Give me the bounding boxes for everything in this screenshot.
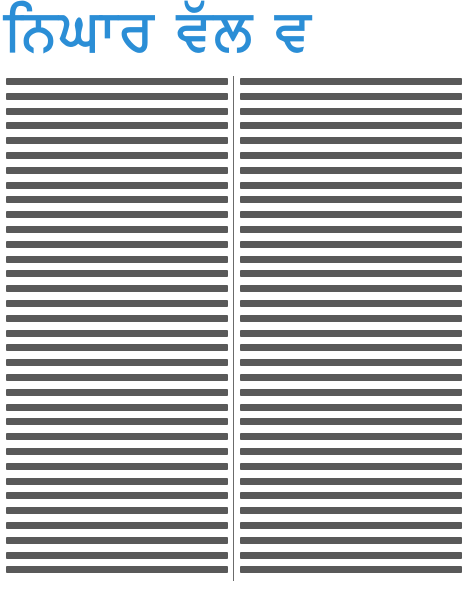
text-line bbox=[240, 359, 462, 366]
text-line bbox=[240, 552, 462, 559]
text-line bbox=[6, 315, 228, 322]
text-line bbox=[240, 152, 462, 159]
text-line bbox=[240, 211, 462, 218]
column-divider bbox=[233, 76, 234, 581]
text-line bbox=[240, 507, 462, 514]
text-line bbox=[6, 182, 228, 189]
headline: ਨਿਘਾਰ ਵੱਲ ਵ bbox=[4, 0, 313, 63]
text-line bbox=[6, 344, 228, 351]
text-line bbox=[6, 374, 228, 381]
text-line bbox=[6, 552, 228, 559]
text-line bbox=[6, 522, 228, 529]
text-line bbox=[6, 152, 228, 159]
text-line bbox=[6, 270, 228, 277]
text-line bbox=[6, 566, 228, 573]
text-line bbox=[240, 78, 462, 85]
text-line bbox=[6, 211, 228, 218]
text-line bbox=[6, 285, 228, 292]
text-line bbox=[240, 404, 462, 411]
text-line bbox=[240, 448, 462, 455]
text-line bbox=[240, 344, 462, 351]
text-line bbox=[240, 93, 462, 100]
text-line bbox=[6, 478, 228, 485]
text-line bbox=[6, 167, 228, 174]
text-line bbox=[6, 389, 228, 396]
text-line bbox=[6, 196, 228, 203]
text-line bbox=[240, 537, 462, 544]
text-line bbox=[240, 389, 462, 396]
text-line bbox=[6, 448, 228, 455]
text-line bbox=[6, 300, 228, 307]
text-line bbox=[6, 78, 228, 85]
text-line bbox=[240, 566, 462, 573]
text-line bbox=[240, 478, 462, 485]
headline-area bbox=[0, 0, 468, 68]
text-line bbox=[240, 226, 462, 233]
text-line bbox=[6, 537, 228, 544]
text-line bbox=[240, 330, 462, 337]
text-line bbox=[240, 433, 462, 440]
article-body bbox=[0, 72, 468, 589]
text-line bbox=[240, 167, 462, 174]
text-line bbox=[6, 241, 228, 248]
text-line bbox=[6, 122, 228, 129]
text-line bbox=[6, 404, 228, 411]
text-line bbox=[240, 256, 462, 263]
text-line bbox=[6, 433, 228, 440]
text-line bbox=[6, 226, 228, 233]
text-line bbox=[6, 492, 228, 499]
text-line bbox=[6, 330, 228, 337]
text-line bbox=[240, 122, 462, 129]
text-line bbox=[240, 108, 462, 115]
text-line bbox=[240, 300, 462, 307]
article-column-right bbox=[240, 78, 462, 581]
text-line bbox=[240, 522, 462, 529]
text-line bbox=[240, 374, 462, 381]
text-line bbox=[6, 418, 228, 425]
text-line bbox=[6, 256, 228, 263]
text-line bbox=[240, 418, 462, 425]
text-line bbox=[240, 492, 462, 499]
text-line bbox=[240, 315, 462, 322]
text-line bbox=[6, 359, 228, 366]
text-line bbox=[6, 507, 228, 514]
text-line bbox=[6, 137, 228, 144]
text-line bbox=[240, 241, 462, 248]
text-line bbox=[240, 196, 462, 203]
text-line bbox=[240, 285, 462, 292]
text-line bbox=[240, 270, 462, 277]
text-line bbox=[6, 93, 228, 100]
article-column-left bbox=[6, 78, 228, 581]
text-line bbox=[240, 137, 462, 144]
text-line bbox=[6, 463, 228, 470]
text-line bbox=[240, 463, 462, 470]
text-line bbox=[6, 108, 228, 115]
text-line bbox=[240, 182, 462, 189]
